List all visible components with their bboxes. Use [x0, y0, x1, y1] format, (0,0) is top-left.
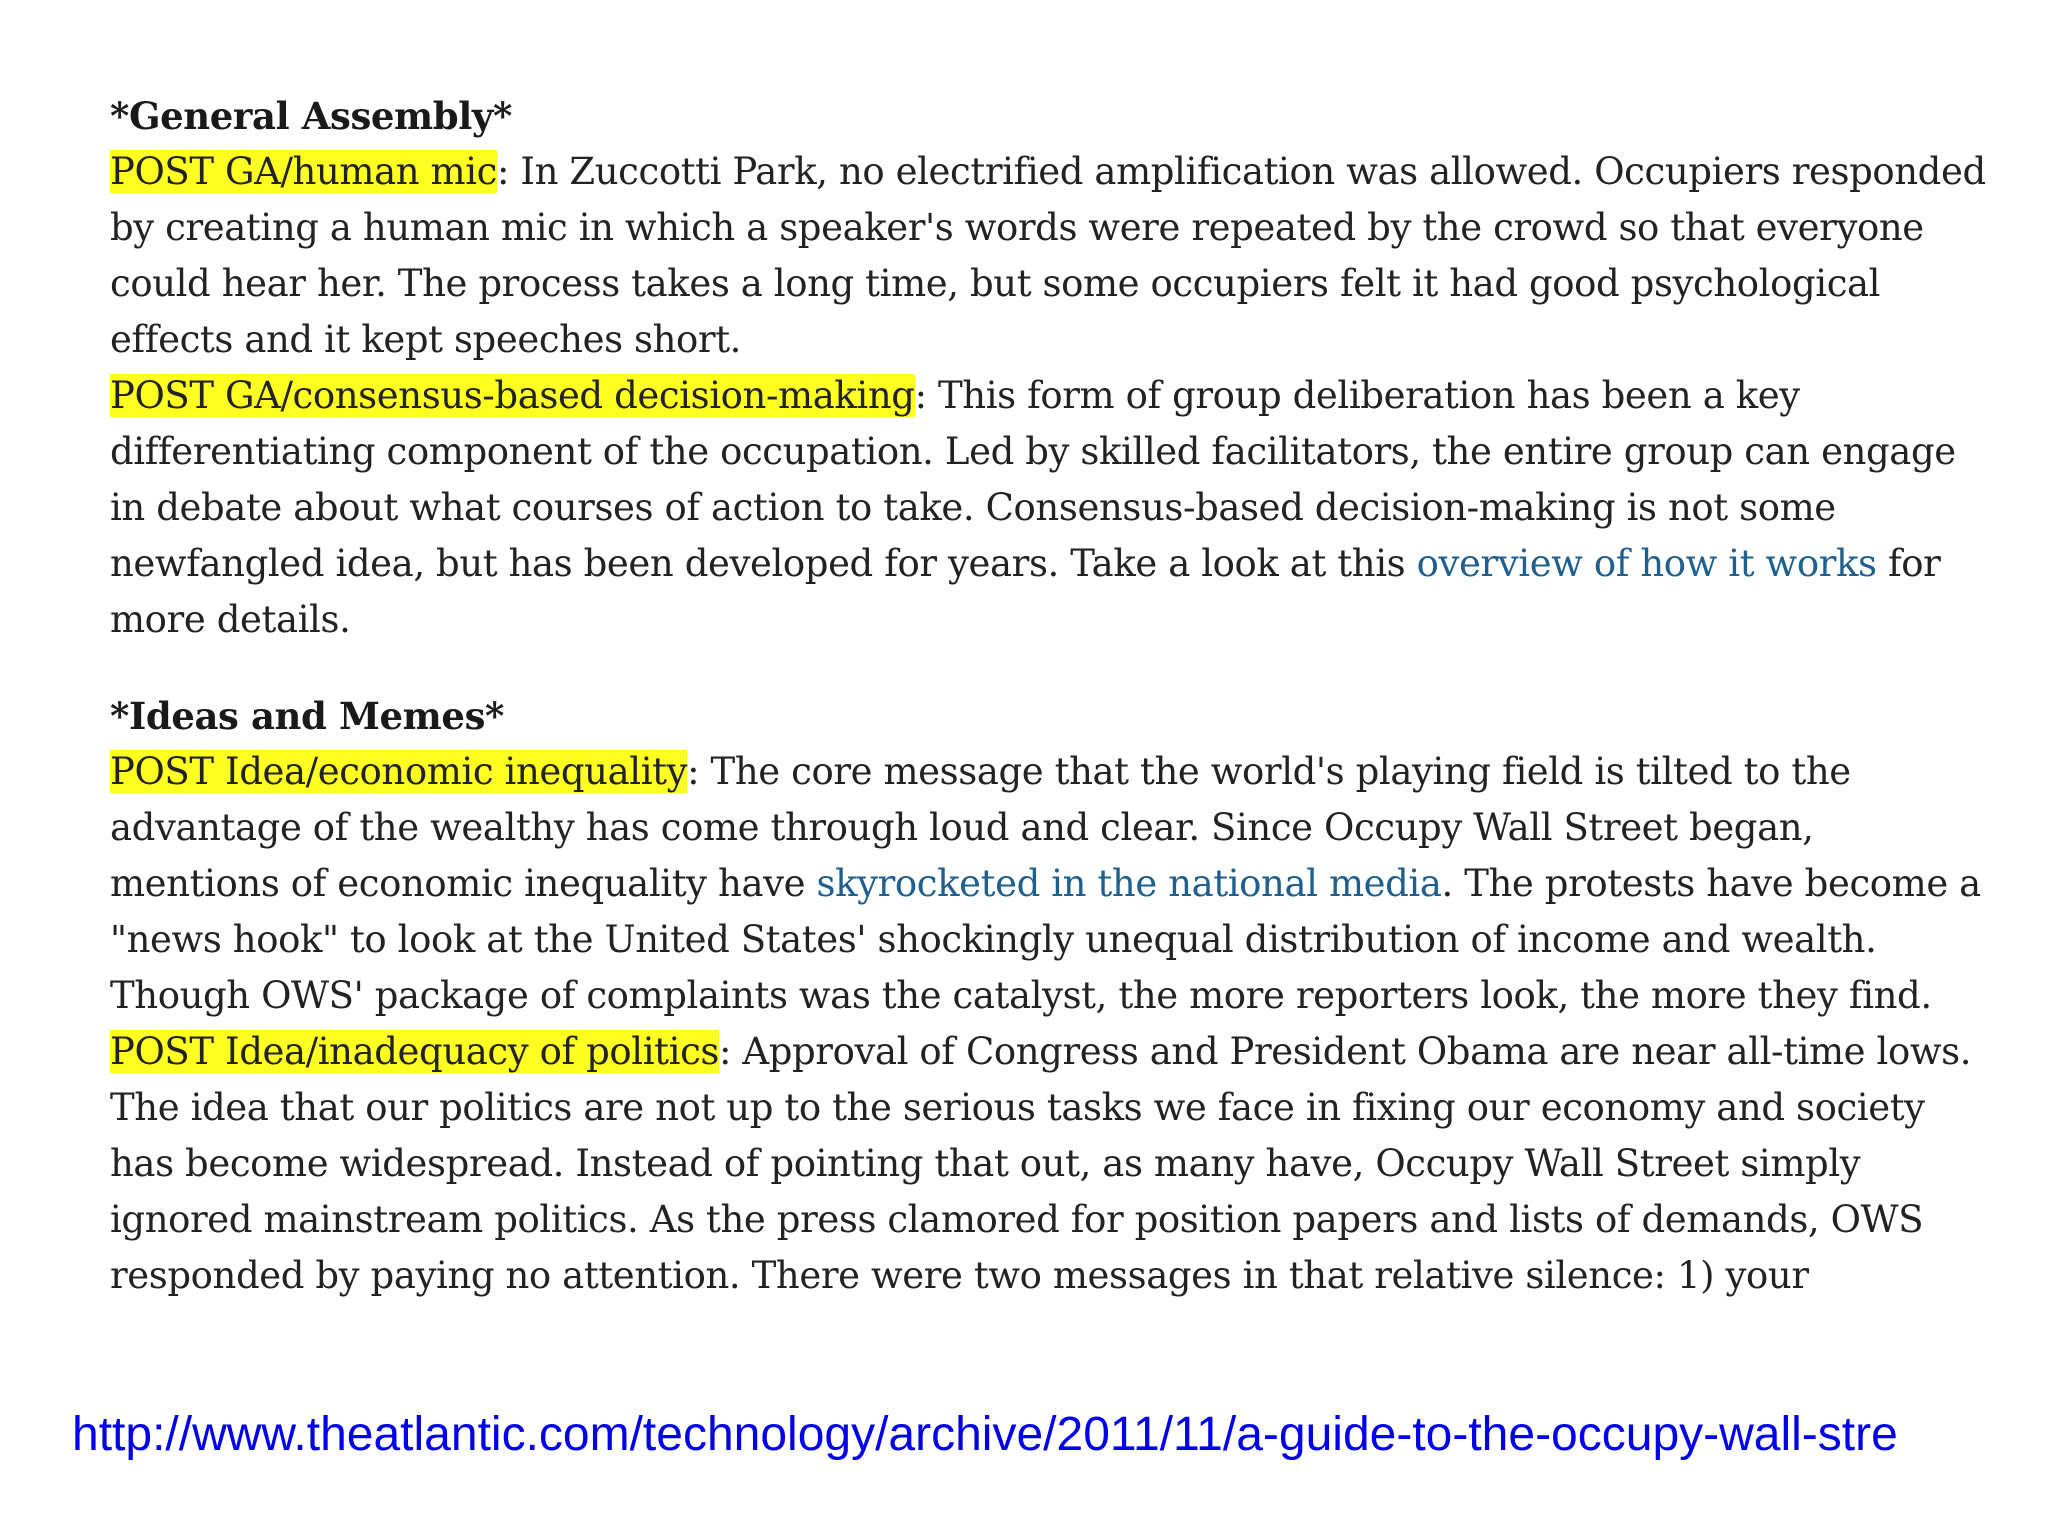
overview-link[interactable]: overview of how it works	[1416, 542, 1877, 585]
entry-text-human-mic: : In Zuccotti Park, no electrified amplification was allowed. Occupiers responded by creating a human mic in which a speaker's words were repeated by the crowd so that everyone could hear her. The process takes a long time, but some occupiers felt it had good psychological effects and it kept speeches short.	[110, 150, 1986, 361]
entry-consensus	[110, 368, 1990, 648]
section-heading-ideas-memes: *Ideas and Memes*	[110, 694, 504, 738]
section-spacer	[110, 648, 1990, 688]
highlighted-label-politics: POST Idea/inadequacy of politics	[110, 1030, 719, 1073]
entry-text-consensus-before: : This form of group deliberation has been a key differentiating component of the occupation. Led by skilled facilitators, the entire group can engage in debate about what courses of action to take. Consensus-based decision-making is not some newfangled idea, but has been developed for years. Take a look at this	[110, 374, 1956, 585]
entry-economic-inequality	[110, 744, 1990, 1024]
highlighted-label-human-mic: POST GA/human mic	[110, 150, 497, 193]
entry-text-inequality-after: . The protests have become a "news hook" to look at the United States' shockingly unequal distribution of income and wealth. Though OWS' package of complaints was the catalyst, the more reporters look, the more they find.	[110, 862, 1981, 1017]
entry-text-consensus-after: for more details.	[110, 542, 1941, 641]
highlighted-label-economic-inequality: POST Idea/economic inequality	[110, 750, 688, 793]
section-heading-general-assembly: *General Assembly*	[110, 94, 512, 138]
entry-human-mic	[110, 144, 1990, 368]
highlighted-label-consensus: POST GA/consensus-based decision-making	[110, 374, 915, 417]
crop-edge	[110, 1336, 1990, 1370]
entry-text-inequality-before: : The core message that the world's playing field is tilted to the advantage of the wealthy has come through loud and clear. Since Occupy Wall Street began, mentions of economic inequality have	[110, 750, 1851, 905]
media-link[interactable]: skyrocketed in the national media	[816, 862, 1442, 905]
article-excerpt	[110, 88, 1990, 1370]
source-url-link[interactable]: http://www.theatlantic.com/technology/archive/2011/11/a-guide-to-the-occupy-wall-stre	[72, 1408, 1898, 1461]
entry-text-politics: : Approval of Congress and President Obama are near all-time lows. The idea that our politics are not up to the serious tasks we face in fixing our economy and society has become widespread. Instead of pointing that out, as many have, Occupy Wall Street simply ignored mainstream politics. As the press clamored for position papers and lists of demands, OWS responded by paying no attention. There were two messages in that relative silence: 1) your	[110, 1030, 1972, 1297]
entry-inadequacy-of-politics	[110, 1024, 1990, 1304]
